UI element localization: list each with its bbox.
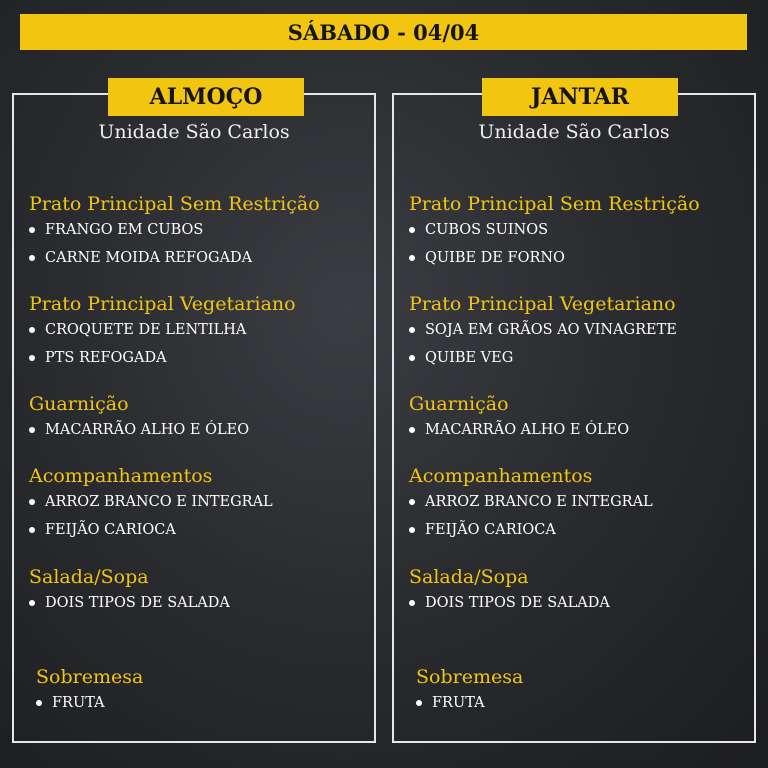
menu-item [409, 416, 629, 444]
menu-item-label: FRANGO EM CUBOS [45, 222, 204, 238]
menu-item-label: CROQUETE DE LENTILHA [45, 322, 247, 338]
menu-item [29, 416, 249, 444]
lunch-section-dessert [36, 665, 143, 717]
bullet-icon [29, 427, 35, 433]
date-title: SÁBADO - 04/04 [287, 19, 480, 45]
menu-item [409, 589, 610, 617]
bullet-icon [29, 499, 35, 505]
menu-item-label: FRUTA [432, 695, 485, 711]
menu-item-label: CUBOS SUINOS [425, 222, 549, 238]
section-title: Salada/Sopa [29, 566, 149, 588]
dinner-panel [392, 84, 756, 743]
menu-item [36, 689, 143, 717]
menu-item-label: DOIS TIPOS DE SALADA [425, 595, 610, 611]
lunch-section-accomp [29, 464, 273, 544]
menu-item-label: SOJA EM GRÃOS AO VINAGRETE [425, 322, 677, 338]
bullet-icon [409, 327, 415, 333]
lunch-section-main [29, 192, 320, 272]
menu-item-label: ARROZ BRANCO E INTEGRAL [45, 494, 273, 510]
menu-item [416, 689, 523, 717]
section-title: Acompanhamentos [29, 465, 213, 487]
dinner-section-accomp [409, 464, 653, 544]
section-title: Guarnição [409, 393, 509, 415]
bullet-icon [409, 427, 415, 433]
bullet-icon [29, 355, 35, 361]
dinner-tag [482, 78, 678, 116]
menu-item [29, 344, 296, 372]
section-title: Prato Principal Vegetariano [409, 293, 676, 315]
dinner-section-veg [409, 292, 677, 372]
menu-item-label: DOIS TIPOS DE SALADA [45, 595, 230, 611]
menu-item-label: MACARRÃO ALHO E ÓLEO [45, 422, 250, 438]
section-title: Prato Principal Vegetariano [29, 293, 296, 315]
menu-item-label: QUIBE VEG [425, 350, 514, 366]
menu-item [29, 488, 273, 516]
menu-item [409, 344, 677, 372]
menu-item-label: QUIBE DE FORNO [425, 250, 565, 266]
bullet-icon [409, 355, 415, 361]
dinner-section-dessert [416, 665, 523, 717]
menu-item [29, 216, 320, 244]
bullet-icon [29, 327, 35, 333]
menu-item [409, 316, 677, 344]
bullet-icon [36, 700, 42, 706]
section-title: Acompanhamentos [409, 465, 593, 487]
section-title: Prato Principal Sem Restrição [29, 193, 320, 215]
menu-item [409, 488, 653, 516]
dinner-section-salad [409, 565, 610, 617]
bullet-icon [409, 600, 415, 606]
menu-item [409, 244, 700, 272]
section-title: Salada/Sopa [409, 566, 529, 588]
menu-item-label: FRUTA [52, 695, 105, 711]
dinner-unit-name: Unidade São Carlos [478, 121, 670, 143]
bullet-icon [29, 255, 35, 261]
menu-item [29, 316, 296, 344]
menu-item [29, 516, 273, 544]
menu-item-label: FEIJÃO CARIOCA [425, 522, 556, 538]
section-title: Prato Principal Sem Restrição [409, 193, 700, 215]
menu-item-label: MACARRÃO ALHO E ÓLEO [425, 422, 630, 438]
dinner-section-side [409, 392, 629, 444]
bullet-icon [409, 499, 415, 505]
dinner-section-main [409, 192, 700, 272]
menu-item [409, 516, 653, 544]
menu-item [409, 216, 700, 244]
menu-item [29, 589, 230, 617]
lunch-panel [12, 84, 376, 743]
lunch-section-veg [29, 292, 296, 372]
lunch-section-salad [29, 565, 230, 617]
menu-item [29, 244, 320, 272]
lunch-section-side [29, 392, 249, 444]
dinner-tag-label: JANTAR [530, 84, 630, 110]
lunch-unit-name: Unidade São Carlos [98, 121, 290, 143]
bullet-icon [416, 700, 422, 706]
section-title: Sobremesa [36, 666, 144, 688]
lunch-tag [108, 78, 304, 116]
bullet-icon [409, 227, 415, 233]
bullet-icon [409, 527, 415, 533]
section-title: Guarnição [29, 393, 129, 415]
bullet-icon [29, 227, 35, 233]
menu-item-label: ARROZ BRANCO E INTEGRAL [425, 494, 653, 510]
menu-item-label: CARNE MOIDA REFOGADA [45, 250, 253, 266]
menu-item-label: FEIJÃO CARIOCA [45, 522, 176, 538]
bullet-icon [29, 600, 35, 606]
bullet-icon [29, 527, 35, 533]
menu-item-label: PTS REFOGADA [45, 350, 167, 366]
section-title: Sobremesa [416, 666, 524, 688]
lunch-tag-label: ALMOÇO [149, 84, 263, 110]
date-banner [20, 14, 747, 50]
bullet-icon [409, 255, 415, 261]
